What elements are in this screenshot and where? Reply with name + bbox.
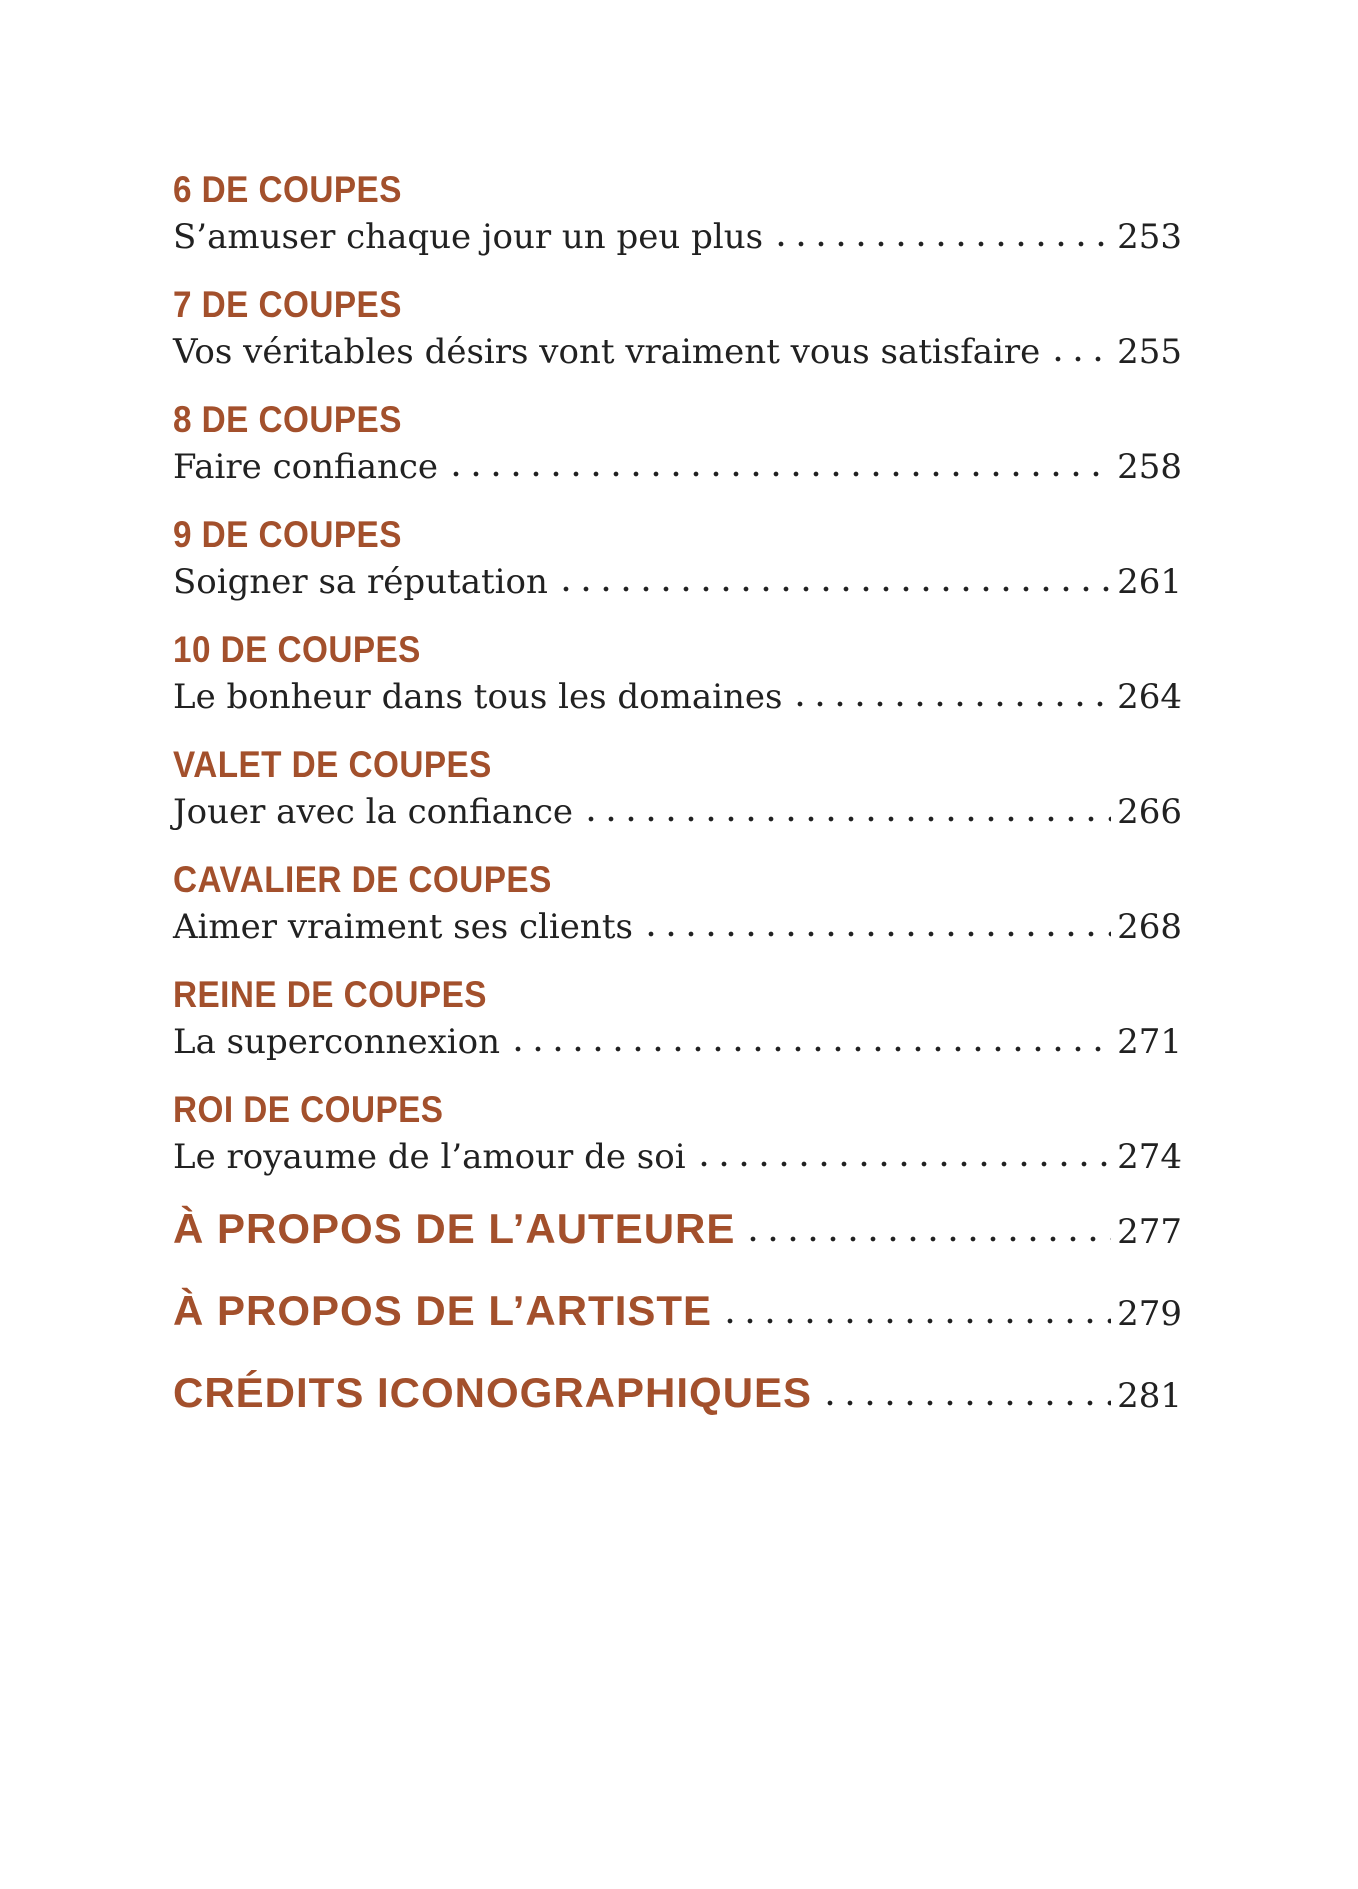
toc-entry-heading: 8 DE COUPES (173, 399, 402, 440)
toc-entry-line (173, 1019, 1182, 1065)
toc-entry-line (173, 559, 1182, 605)
toc-entry-heading: CAVALIER DE COUPES (173, 859, 552, 900)
dot-leader (641, 904, 1111, 950)
toc-entry-line (173, 329, 1182, 375)
toc-entry-line (173, 444, 1182, 490)
back-matter-entry (173, 1287, 1182, 1337)
dot-leader (694, 1134, 1112, 1180)
dot-leader (1048, 329, 1111, 375)
toc-entry-line (173, 789, 1182, 835)
dot-leader (820, 1369, 1111, 1419)
toc-entry (173, 400, 1182, 490)
toc-entry-line (173, 214, 1182, 260)
toc-entry-description: Soigner sa réputation (173, 562, 548, 602)
toc-entry-heading: REINE DE COUPES (173, 974, 487, 1015)
toc-entry-page-number: 255 (1117, 332, 1182, 372)
dot-leader (790, 674, 1111, 720)
dot-leader (743, 1205, 1111, 1255)
toc-entry-page-number: 271 (1117, 1022, 1182, 1062)
dot-leader (446, 444, 1111, 490)
toc-entry-heading: VALET DE COUPES (173, 744, 492, 785)
back-matter-entry (173, 1369, 1182, 1419)
toc-entry (173, 745, 1182, 835)
toc-entry-description: Le bonheur dans tous les domaines (173, 677, 783, 717)
toc-entry-page-number: 268 (1117, 907, 1182, 947)
toc-entry-description: Aimer vraiment ses clients (173, 907, 633, 947)
toc-entry-heading: 6 DE COUPES (173, 169, 402, 210)
dot-leader (508, 1019, 1111, 1065)
back-matter-list (173, 1205, 1182, 1419)
toc-entry-heading: 10 DE COUPES (173, 629, 421, 670)
back-matter-label: CRÉDITS ICONOGRAPHIQUES (173, 1369, 813, 1416)
toc-entry-page-number: 261 (1117, 562, 1182, 602)
toc-entry-line (173, 1134, 1182, 1180)
toc-entry-list (173, 170, 1182, 1180)
toc-entry-description: S’amuser chaque jour un peu plus (173, 217, 764, 257)
toc-entry (173, 285, 1182, 375)
toc-entry-description: La superconnexion (173, 1022, 500, 1062)
table-of-contents (173, 170, 1182, 1451)
toc-entry-heading: 9 DE COUPES (173, 514, 402, 555)
toc-entry (173, 630, 1182, 720)
toc-entry-page-number: 253 (1117, 217, 1182, 257)
toc-entry-page-number: 266 (1117, 792, 1182, 832)
toc-entry (173, 860, 1182, 950)
toc-entry-description: Faire confiance (173, 447, 439, 487)
toc-entry-description: Vos véritables désirs vont vraiment vous satisfaire (173, 332, 1041, 372)
toc-entry-description: Le royaume de l’amour de soi (173, 1137, 686, 1177)
dot-leader (720, 1287, 1111, 1337)
toc-entry-heading: 7 DE COUPES (173, 284, 402, 325)
dot-leader (771, 214, 1111, 260)
toc-entry-line (173, 904, 1182, 950)
back-matter-page-number: 279 (1117, 1294, 1182, 1334)
toc-entry (173, 975, 1182, 1065)
back-matter-label: À PROPOS DE L’ARTISTE (173, 1287, 713, 1334)
toc-entry-page-number: 258 (1117, 447, 1182, 487)
toc-entry-page-number: 274 (1117, 1137, 1182, 1177)
toc-entry (173, 170, 1182, 260)
toc-entry-description: Jouer avec la confiance (173, 792, 573, 832)
back-matter-page-number: 277 (1117, 1212, 1182, 1252)
toc-entry-page-number: 264 (1117, 677, 1182, 717)
toc-entry (173, 1090, 1182, 1180)
toc-entry-line (173, 674, 1182, 720)
dot-leader (556, 559, 1111, 605)
back-matter-entry (173, 1205, 1182, 1255)
toc-entry-heading: ROI DE COUPES (173, 1089, 444, 1130)
toc-entry (173, 515, 1182, 605)
back-matter-page-number: 281 (1117, 1376, 1182, 1416)
dot-leader (581, 789, 1111, 835)
back-matter-label: À PROPOS DE L’AUTEURE (173, 1205, 736, 1252)
